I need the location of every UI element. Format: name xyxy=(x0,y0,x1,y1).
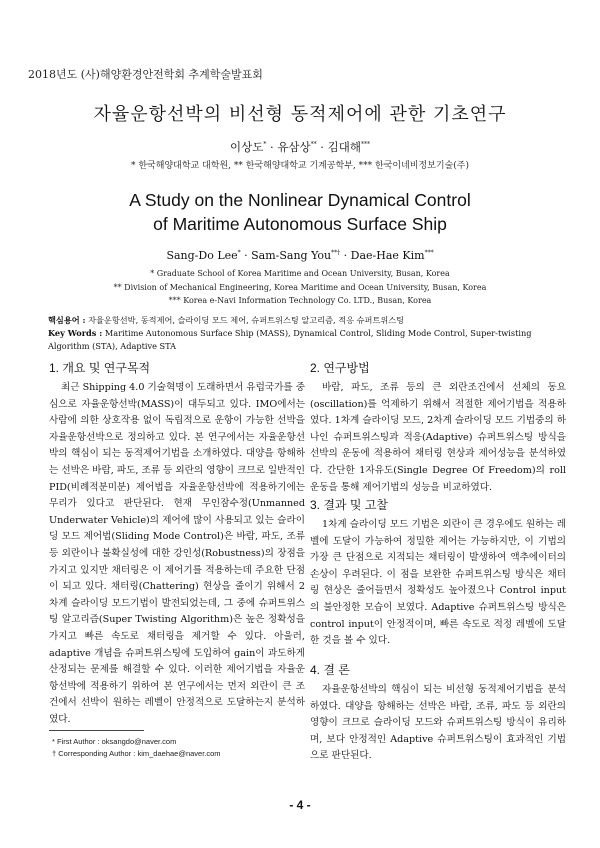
footnote-first-author: * First Author : oksangdo@naver.com xyxy=(52,737,177,746)
author-1-mark: * xyxy=(263,141,267,149)
authors-english xyxy=(0,249,600,262)
affiliation-en-line-3: *** Korea e-Navi Information Technology Co. LTD., Busan, Korea xyxy=(168,296,432,305)
section-2 xyxy=(310,360,566,496)
affiliation-english xyxy=(0,267,600,308)
affiliation-en-line-1: * Graduate School of Korea Maritime and Ocean University, Busan, Korea xyxy=(150,269,450,278)
keywords-korean xyxy=(48,314,568,327)
section-2-body: 바람, 파도, 조류 등의 큰 외란조건에서 선체의 동요(oscillation)를 억제하기 위해서 적절한 제어기법을 적용하였다. 1차계 슬라이딩 모드, 2차계 슬라이딩 모드 기법중의 하나인 슈퍼트위스팅과 적응(Adaptive) 슈퍼트위스팅 방식을 선박의 운동에 적용하여 채터링 현상과 제어성능을 분석하였다. 간단한 1자유도(Single Degree Of Freedom)의 roll 운동을 통해 제어기법의 성능을 비교하였다. xyxy=(310,382,566,493)
author-2-mark-en: **† xyxy=(331,249,341,257)
author-1-mark-en: * xyxy=(237,249,241,257)
section-1-heading: 1. 개요 및 연구목적 xyxy=(49,361,151,375)
title-korean: 자율운항선박의 비선형 동적제어에 관한 기초연구 xyxy=(93,104,507,125)
page-number: - 4 - xyxy=(289,798,311,812)
keywords-ko-text: 자율운항선박, 동적제어, 슬라이딩 모드 제어, 슈퍼트위스팅 알고리즘, 적응 슈퍼트위스팅 xyxy=(85,315,405,325)
keywords-ko-label: 핵심용어 : xyxy=(48,315,86,325)
author-3-mark-en: *** xyxy=(424,249,434,257)
author-2-mark: ** xyxy=(310,141,317,149)
keywords-english xyxy=(48,327,568,353)
author-separator: · xyxy=(340,249,351,262)
author-1-name-en: Sang-Do Lee xyxy=(166,249,238,262)
author-3-mark: *** xyxy=(360,141,370,149)
section-2-heading: 2. 연구방법 xyxy=(310,361,370,375)
conference-header: 2018년도 (사)해양환경안전학회 추계학술발표회 xyxy=(28,68,263,81)
section-3-body: 1차계 슬라이딩 모드 기법은 외란이 큰 경우에도 원하는 레벨에 도달이 가능하여 정밀한 제어는 가능하지만, 이 기법의 가장 큰 단점으로 지적되는 채터링이 발생하여 액추에이터의 손상이 우려된다. 이 점을 보완한 슈퍼트위스팅 방식은 채터링 현상은 줄어들면서 정확성도 높아졌으나 Control input의 불안정한 모습이 보였다. Adaptive 슈퍼트위스팅 방식은 control input이 안정적이며, 빠른 속도로 적정 레벨에 도달한 것을 볼 수 있다. xyxy=(310,519,566,647)
authors-korean xyxy=(0,139,600,155)
title-english-line-2: of Maritime Autonomous Surface Ship xyxy=(153,214,447,234)
affiliation-en-line-2: ** Division of Mechanical Engineering, Korea Maritime and Ocean University, Busan, Korea xyxy=(113,282,487,292)
keywords-en-label: Key Words : xyxy=(48,328,103,338)
author-separator: · xyxy=(240,249,252,262)
keywords-en-text: Maritime Autonomous Surface Ship (MASS), Dynamical Control, Sliding Mode Control, Super-twisting Algorithm (STA), Adaptive STA xyxy=(48,328,532,351)
keywords-block xyxy=(48,314,568,353)
author-1-name: 이상도 xyxy=(230,140,264,154)
section-3-heading: 3. 결과 및 고찰 xyxy=(310,498,388,512)
section-3 xyxy=(310,497,566,650)
title-english-line-1: A Study on the Nonlinear Dynamical Control xyxy=(129,190,471,210)
author-separator: · xyxy=(316,140,328,154)
title-english xyxy=(0,188,600,236)
section-1-body: 최근 Shipping 4.0 기술혁명이 도래하면서 유럽국가를 중심으로 자율운항선박(MASS)이 대두되고 있다. IMO에서는 사람에 의한 상호작용 없이 독립적으로 운항이 가능한 선박을 자율운항선박으로 정의하고 있다. 본 연구에서는 자율운항선박의 핵심이 되는 동적제어기법을 소개하였다. 대양을 항해하는 선박은 바람, 파도, 조류 등 외란의 영향이 크므로 일반적인 PID(비례적분미분) 제어법을 자율운항선박에 적용하기에는 무리가 있다고 판단된다. 현재 무인잠수정(Unmanned Underwater Vehicle)의 제어에 많이 사용되고 있는 슬라이딩 모드 제어법(Sliding Mode Control)은 바람, 파도, 조류 등 외란이나 불확실성에 대한 강인성(Robustness)의 장점을 가지고 있지만 채터링은 이 제어기를 적용하는데 주요한 단점이 되고 있다. 채터링(Chattering) 현상을 줄이기 위해서 2차계 슬라이딩 모드기법이 발전되었는데, 그 중에 슈퍼트위스팅 알고리즘(Super Twisting Algorithm)은 높은 정확성을 가지고 빠른 속도로 채터링을 제거할 수 있다. 아울러, adaptive 개념을 슈퍼트위스팅에 도입하여 gain이 과도하게 산정되는 문제를 해결할 수 있다. 이러한 제어기법을 자율운항선박에 적용하기 위하여 본 연구에서는 먼저 외란이 큰 조건에서 선박이 원하는 레벨이 안정적으로 도달하는지 분석하였다. xyxy=(49,382,305,725)
author-2-name: 유삼상 xyxy=(277,140,311,154)
footnote-divider xyxy=(49,730,144,731)
affiliation-korean: * 한국해양대학교 대학원, ** 한국해양대학교 기계공학부, *** 한국이네비정보기술(주) xyxy=(131,161,469,171)
author-separator: · xyxy=(266,140,278,154)
section-1 xyxy=(49,360,305,728)
section-4-heading: 4. 결 론 xyxy=(310,663,350,677)
section-4-body: 자율운항선박의 핵심이 되는 비선형 동적제어기법을 분석하였다. 대양을 항해하는 선박은 바람, 조류, 파도 등 외란의 영향이 크므로 슬라이딩 모드와 슈퍼트위스팅 방식이 유리하며, 보다 안정적인 Adaptive 슈퍼트위스팅이 효과적인 기법으로 판단된다. xyxy=(310,684,566,762)
footnote-corresponding-author: † Corresponding Author : kim_daehae@naver.com xyxy=(52,749,221,758)
author-3-name-en: Dae-Hae Kim xyxy=(350,249,425,262)
author-2-name-en: Sam-Sang You xyxy=(251,249,332,262)
footnotes xyxy=(52,736,221,760)
author-3-name: 김대해 xyxy=(327,140,361,154)
section-4 xyxy=(310,662,566,765)
